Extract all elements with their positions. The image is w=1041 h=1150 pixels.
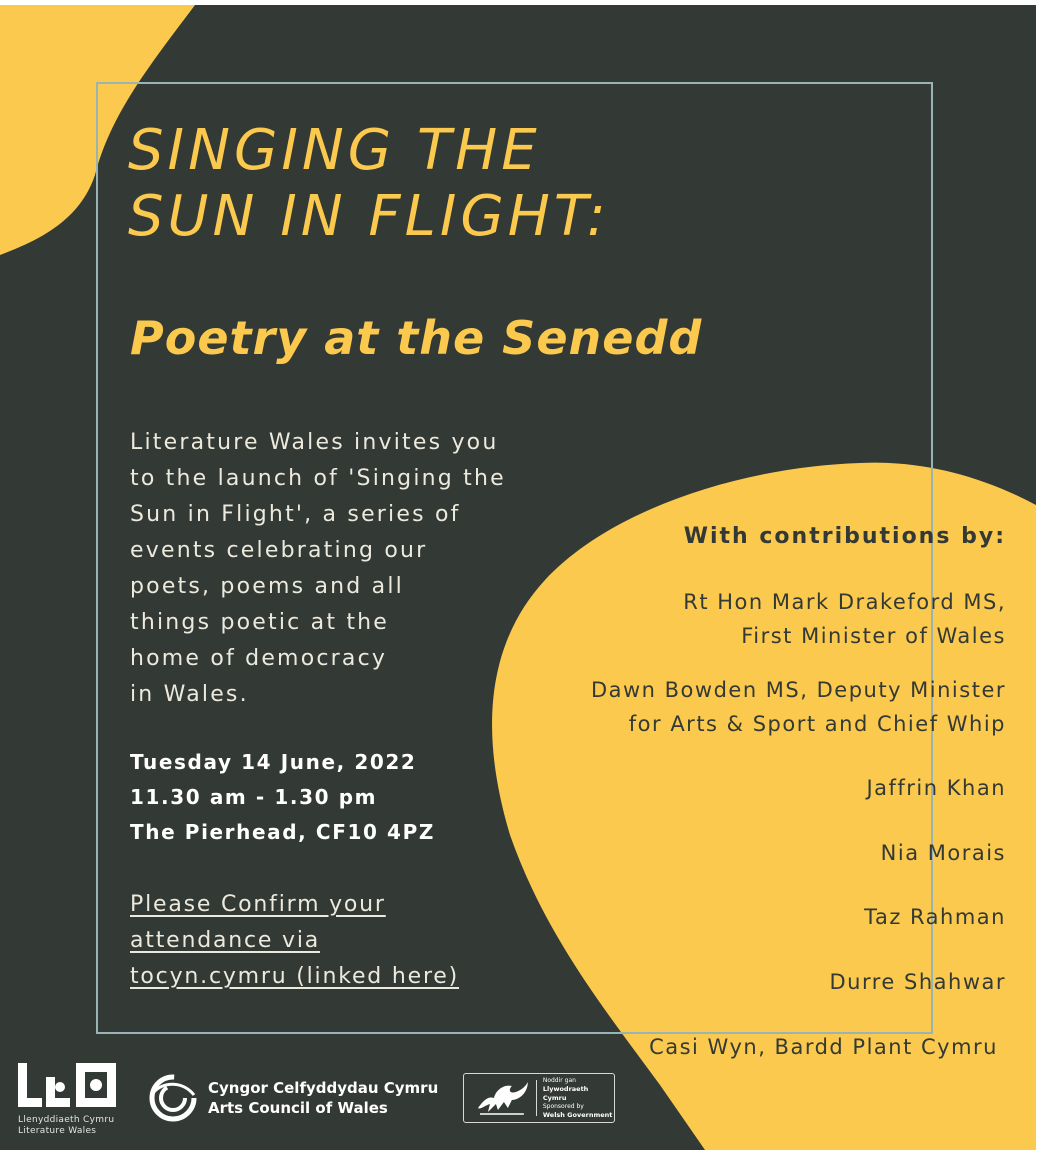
contributors-heading: With contributions by: [683, 524, 1006, 549]
event-venue: The Pierhead, CF10 4PZ [130, 820, 435, 844]
literature-wales-mark-icon [18, 1063, 116, 1107]
intro-line: poets, poems and all [130, 574, 404, 599]
arts-council-english: Arts Council of Wales [208, 1099, 388, 1117]
poster-title [128, 118, 610, 250]
wg-english-name: Welsh Government [542, 1110, 613, 1119]
contributor-role: for Arts & Sport and Chief Whip [628, 712, 1006, 736]
rsvp-line: Please Confirm your [130, 892, 386, 917]
contributor-name: Jaffrin Khan [866, 776, 1006, 800]
event-poster [0, 5, 1036, 1150]
wg-sponsor-welsh-label: Noddir gan [542, 1076, 576, 1084]
rsvp-line: attendance via [130, 928, 321, 953]
rsvp-line: tocyn.cymru (linked here) [130, 964, 460, 989]
intro-line: Sun in Flight', a series of [130, 502, 461, 527]
title-line-1: SINGING THE [128, 118, 541, 183]
welsh-dragon-icon [474, 1078, 530, 1118]
contributors-section [466, 517, 1006, 1064]
intro-line: things poetic at the [130, 610, 390, 635]
wg-sponsor-english-label: Sponsored by [542, 1102, 584, 1110]
contributor-item [466, 771, 1006, 805]
poster-subtitle: Poetry at the Senedd [130, 311, 703, 365]
contributor-name: Nia Morais [880, 841, 1006, 865]
contributor-name: Durre Shahwar [829, 970, 1006, 994]
contributor-name: Rt Hon Mark Drakeford MS, [683, 590, 1006, 614]
contributor-name: Dawn Bowden MS, Deputy Minister [590, 678, 1006, 702]
contributor-item [466, 673, 1006, 741]
logo-divider [536, 1080, 537, 1116]
sponsor-logos [0, 1055, 700, 1150]
contributor-name: Taz Rahman [864, 905, 1006, 929]
event-date: Tuesday 14 June, 2022 [130, 750, 417, 774]
contributor-name: Casi Wyn, Bardd Plant Cymru [649, 1035, 998, 1059]
intro-line: Literature Wales invites you [130, 430, 499, 455]
literature-wales-english: Literature Wales [18, 1126, 97, 1136]
intro-line: home of democracy [130, 646, 388, 671]
wg-welsh-name: Llywodraeth Cymru [542, 1084, 589, 1102]
arts-council-swirl-icon [148, 1073, 198, 1123]
contributor-role: First Minister of Wales [741, 624, 1006, 648]
intro-line: events celebrating our [130, 538, 428, 563]
welsh-government-logo [463, 1073, 615, 1123]
literature-wales-welsh: Llenyddiaeth Cymru [18, 1115, 115, 1125]
arts-council-welsh: Cyngor Celfyddydau Cymru [208, 1079, 439, 1097]
contributor-item [466, 965, 1006, 999]
event-time: 11.30 am - 1.30 pm [130, 785, 378, 809]
contributor-item [466, 836, 1006, 870]
contributor-item [466, 585, 1006, 653]
intro-line: to the launch of 'Singing the [130, 466, 506, 491]
contributor-item [466, 900, 1006, 934]
title-line-2: SUN IN FLIGHT: [128, 184, 610, 249]
arts-council-logo [148, 1073, 438, 1123]
intro-line: in Wales. [130, 682, 249, 707]
literature-wales-logo [18, 1063, 116, 1137]
event-details [130, 745, 435, 850]
